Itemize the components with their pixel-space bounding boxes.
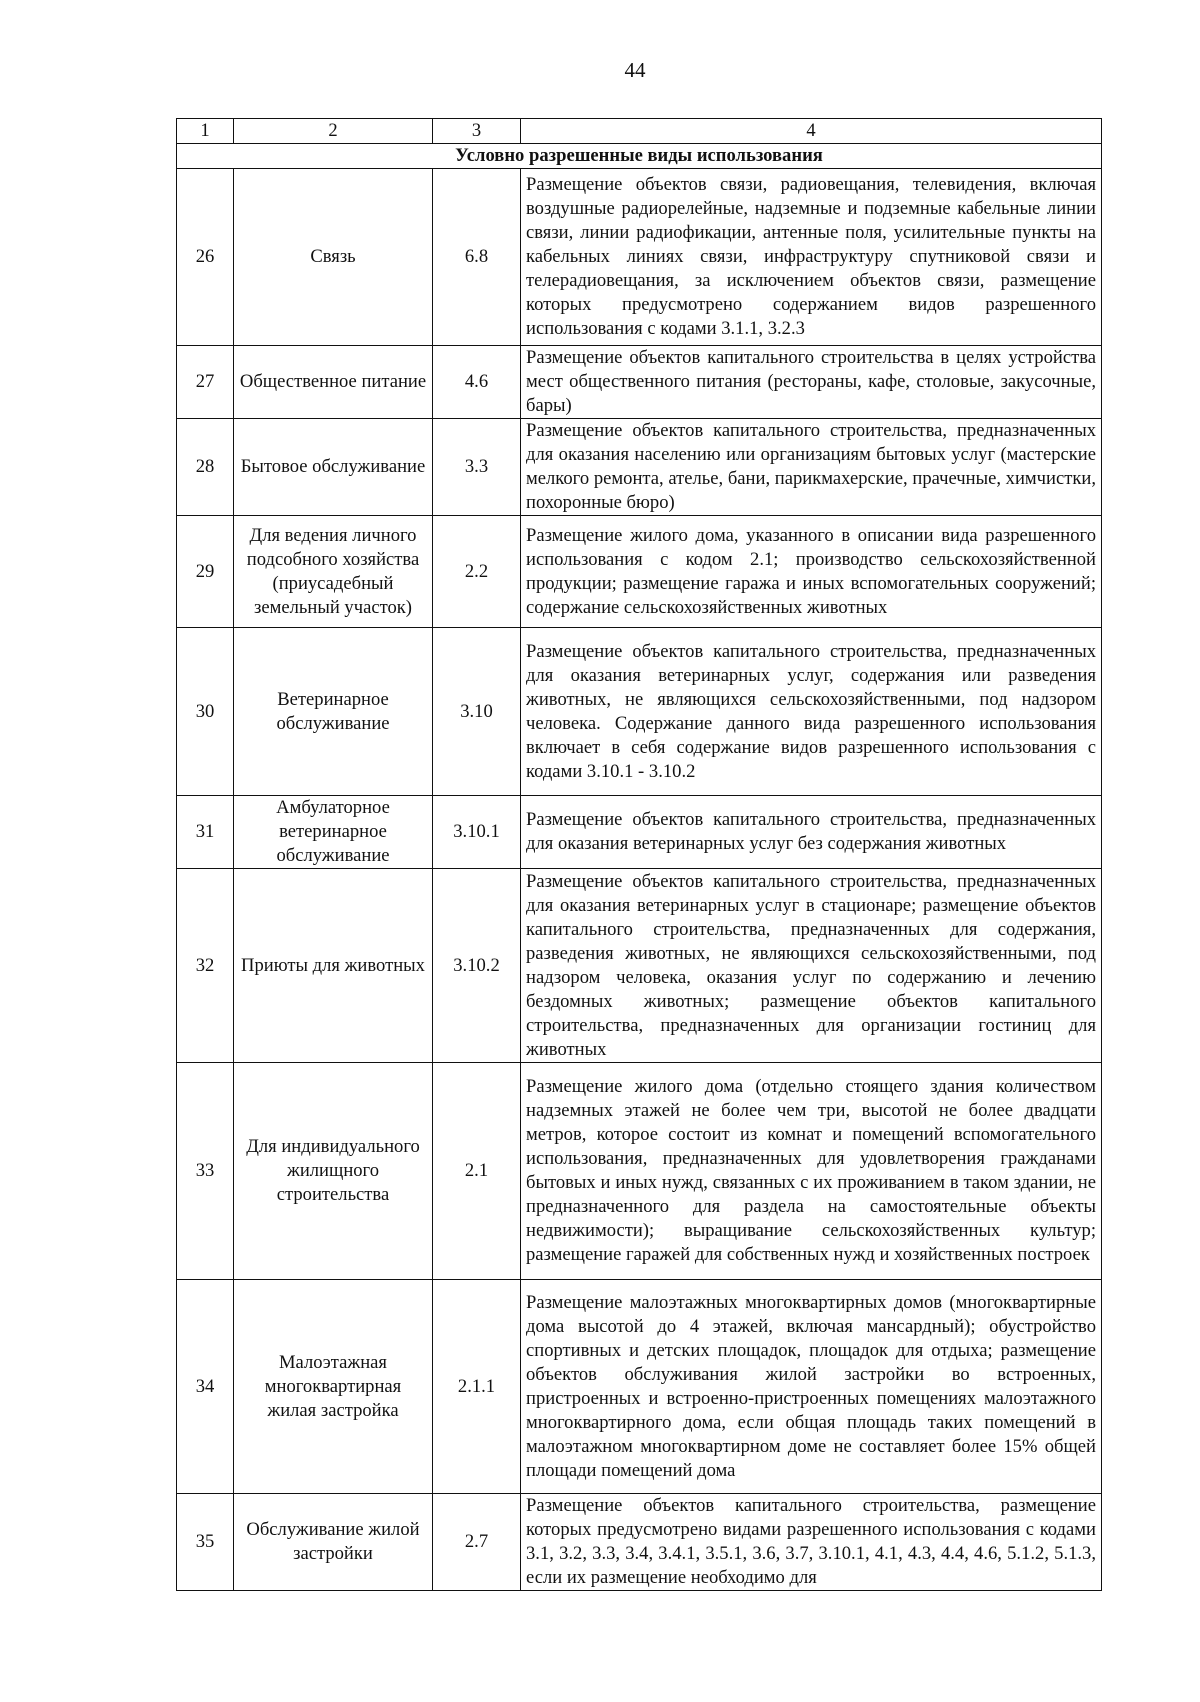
- table-row: [177, 1494, 1102, 1591]
- use-type-description: Размещение объектов капитального строительства, предназначенных для оказания населению или организациям бытовых услуг (мастерские мелкого ремонта, ателье, бани, парикмахерские, прачечные, химчистки, похоронные бюро): [521, 419, 1102, 516]
- row-number: 31: [177, 796, 234, 869]
- land-use-table: [176, 118, 1102, 1591]
- use-type-code: 2.7: [433, 1494, 521, 1591]
- row-number: 30: [177, 628, 234, 796]
- use-type-name: Ветеринарное обслуживание: [234, 628, 433, 796]
- header-cell-3: 3: [433, 119, 521, 144]
- use-type-description: Размещение малоэтажных многоквартирных домов (многоквартирные дома высотой до 4 этажей, включая мансардный); обустройство спортивных и детских площадок, площадок для отдыха; размещение объектов обслуживания жилой застройки во встроенных, пристроенных и встроенно-пристроенных помещениях малоэтажного многоквартирного дома, если общая площадь таких помещений в малоэтажном многоквартирном доме не составляет более 15% общей площади помещений дома: [521, 1280, 1102, 1494]
- table-row: [177, 796, 1102, 869]
- header-cell-2: 2: [234, 119, 433, 144]
- use-type-description: Размещение жилого дома (отдельно стоящего здания количеством надземных этажей не более чем три, высотой не более двадцати метров, которое состоит из комнат и помещений вспомогательного использования, предназначенных для удовлетворения гражданами бытовых и иных нужд, связанных с их проживанием в таком здании, не предназначенного для раздела на самостоятельные объекты недвижимости); выращивание сельскохозяйственных культур; размещение гаражей для собственных нужд и хозяйственных построек: [521, 1063, 1102, 1280]
- use-type-code: 3.3: [433, 419, 521, 516]
- use-type-description: Размещение объектов капитального строительства в целях устройства мест общественного питания (рестораны, кафе, столовые, закусочные, бары): [521, 346, 1102, 419]
- use-type-name: Обслуживание жилой застройки: [234, 1494, 433, 1591]
- use-type-name: Малоэтажная многоквартирная жилая застройка: [234, 1280, 433, 1494]
- row-number: 32: [177, 869, 234, 1063]
- use-type-code: 2.1: [433, 1063, 521, 1280]
- use-type-name: Для индивидуального жилищного строительства: [234, 1063, 433, 1280]
- use-type-description: Размещение объектов капитального строительства, предназначенных для оказания ветеринарных услуг в стационаре; размещение объектов капитального строительства, предназначенных для содержания, разведения животных, не являющихся сельскохозяйственными, под надзором человека, оказания услуг по содержанию и лечению бездомных животных; размещение объектов капитального строительства, предназначенных для организации гостиниц для животных: [521, 869, 1102, 1063]
- use-type-description: Размещение объектов капитального строительства, предназначенных для оказания ветеринарных услуг без содержания животных: [521, 796, 1102, 869]
- table-row: [177, 628, 1102, 796]
- row-number: 27: [177, 346, 234, 419]
- use-type-code: 3.10.1: [433, 796, 521, 869]
- use-type-description: Размещение объектов капитального строительства, размещение которых предусмотрено видами разрешенного использования с кодами 3.1, 3.2, 3.3, 3.4, 3.4.1, 3.5.1, 3.6, 3.7, 3.10.1, 4.1, 4.3, 4.4, 4.6, 5.1.2, 5.1.3, если их размещение необходимо для: [521, 1494, 1102, 1591]
- use-type-name: Для ведения личного подсобного хозяйства (приусадебный земельный участок): [234, 516, 433, 628]
- row-number: 29: [177, 516, 234, 628]
- row-number: 26: [177, 169, 234, 346]
- use-type-description: Размещение жилого дома, указанного в описании вида разрешенного использования с кодом 2.1; производство сельскохозяйственной продукции; размещение гаража и иных вспомогательных сооружений; содержание сельскохозяйственных животных: [521, 516, 1102, 628]
- table-row: [177, 516, 1102, 628]
- page-number: 44: [624, 58, 646, 82]
- section-title: Условно разрешенные виды использования: [177, 144, 1102, 169]
- use-type-description: Размещение объектов капитального строительства, предназначенных для оказания ветеринарных услуг, содержания или разведения животных, не являющихся сельскохозяйственными, под надзором человека. Содержание данного вида разрешенного использования включает в себя содержание видов разрешенного использования с кодами 3.10.1 - 3.10.2: [521, 628, 1102, 796]
- row-number: 28: [177, 419, 234, 516]
- table-row: [177, 169, 1102, 346]
- table-row: [177, 419, 1102, 516]
- use-type-name: Приюты для животных: [234, 869, 433, 1063]
- use-type-code: 2.2: [433, 516, 521, 628]
- header-row: [177, 119, 1102, 144]
- use-type-code: 2.1.1: [433, 1280, 521, 1494]
- header-cell-1: 1: [177, 119, 234, 144]
- use-type-name: Общественное питание: [234, 346, 433, 419]
- use-type-code: 4.6: [433, 346, 521, 419]
- table-row: [177, 869, 1102, 1063]
- table-row: [177, 1063, 1102, 1280]
- use-type-code: 3.10.2: [433, 869, 521, 1063]
- use-type-description: Размещение объектов связи, радиовещания, телевидения, включая воздушные радиорелейные, надземные и подземные кабельные линии связи, линии радиофикации, антенные поля, усилительные пункты на кабельных линиях связи, инфраструктуру спутниковой связи и телерадиовещания, за исключением объектов связи, размещение которых предусмотрено содержанием видов разрешенного использования с кодами 3.1.1, 3.2.3: [521, 169, 1102, 346]
- row-number: 35: [177, 1494, 234, 1591]
- header-cell-4: 4: [521, 119, 1102, 144]
- use-type-name: Амбулаторное ветеринарное обслуживание: [234, 796, 433, 869]
- table-row: [177, 346, 1102, 419]
- use-type-name: Связь: [234, 169, 433, 346]
- row-number: 33: [177, 1063, 234, 1280]
- row-number: 34: [177, 1280, 234, 1494]
- use-type-code: 6.8: [433, 169, 521, 346]
- use-type-name: Бытовое обслуживание: [234, 419, 433, 516]
- table-row: [177, 1280, 1102, 1494]
- use-type-code: 3.10: [433, 628, 521, 796]
- section-row: [177, 144, 1102, 169]
